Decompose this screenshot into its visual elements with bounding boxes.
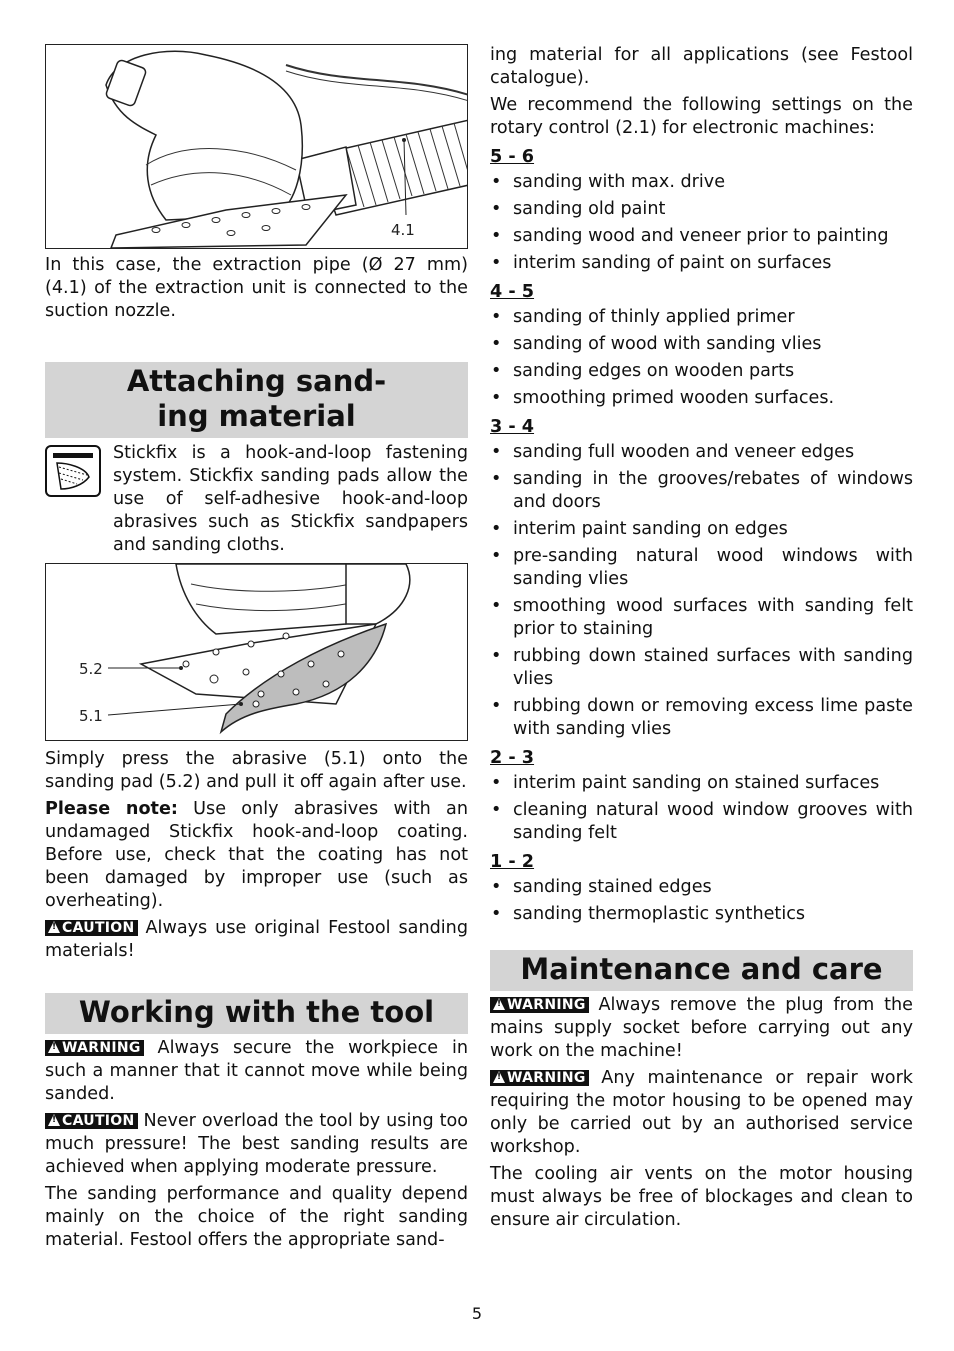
setting-items-list [490,772,913,845]
list-item: • sanding old paint [490,198,913,221]
setting-items-list [490,171,913,275]
setting-range-title: 1 - 2 [490,852,535,872]
caution-badge [45,920,138,936]
list-item: • sanding in the grooves/rebates of windows and doors [490,468,913,514]
list-item: • sanding full wooden and veneer edges [490,441,913,464]
setting-range-title: 4 - 5 [490,282,535,302]
paragraph-press-abrasive: Simply press the abrasive (5.1) onto the sanding pad (5.2) and pull it off again after use. [45,749,468,792]
callout-5-1: 5.1 [79,707,103,725]
warning-badge [45,1040,144,1056]
caution-label: CAUTION [62,1113,135,1129]
heading-attaching-line1: Attaching sand- [126,364,387,398]
list-item: • rubbing down or removing excess lime paste with sanding vlies [490,695,913,741]
list-item: • interim sanding of paint on surfaces [490,252,913,275]
warning-triangle-icon [493,998,505,1010]
please-note-text: Use only abrasives with an undamaged Stickfix hook-and-loop coating. Before use, check that the coating has not been damaged by improper use (such as overheating). [45,799,468,911]
list-item: • smoothing primed wooden surfaces. [490,387,913,410]
left-column [45,44,468,1256]
right-column [490,44,913,1236]
paragraph-please-note [45,798,468,913]
section-heading-working: Working with the tool [45,993,468,1034]
warning-triangle-icon [48,921,60,933]
figure-extraction-pipe [45,44,468,249]
warning-label: WARNING [62,1040,141,1056]
paragraph-warning-secure [45,1037,468,1106]
warning-text: Always secure the workpiece in such a manner that it cannot move while being sanded. [45,1038,468,1104]
paragraph-warning-maintenance [490,1067,913,1159]
warning-badge [490,1070,589,1086]
caution-text: Always use original Festool sanding materials! [45,918,468,961]
paragraph-performance: The sanding performance and quality depend mainly on the choice of the right sanding material. Festool offers the appropriate sand- [45,1184,468,1250]
callout-4-1: 4.1 [391,221,415,239]
caution-label: CAUTION [62,920,135,936]
stickfix-pad-icon [45,445,101,497]
sander-with-hose-illustration [46,45,468,248]
paragraph-extraction: In this case, the extraction pipe (Ø 27 mm) (4.1) of the extraction unit is connected to the suction nozzle. [45,255,468,321]
paragraph-cooling-vents: The cooling air vents on the motor housing must always be free of blockages and clean to ensure air circulation. [490,1164,913,1230]
warning-triangle-icon [493,1071,505,1083]
paragraph-warning-plug [490,994,913,1063]
list-item: • interim paint sanding on edges [490,518,913,541]
list-item: • cleaning natural wood window grooves with sanding felt [490,799,913,845]
setting-range-title: 3 - 4 [490,417,535,437]
setting-range-title: 2 - 3 [490,748,535,768]
list-item: • rubbing down stained surfaces with sanding vlies [490,645,913,691]
callout-5-2: 5.2 [79,660,103,678]
paragraph-caution-overload [45,1110,468,1179]
warning-text: Any maintenance or repair work requiring the motor housing to be opened may only be carried out by an authorised service workshop. [490,1068,913,1157]
paragraph-caution-original [45,917,468,963]
warning-text: Always remove the plug from the mains supply socket before carrying out any work on the machine! [490,995,913,1061]
list-item: • sanding thermoplastic synthetics [490,903,913,926]
caution-text: Never overload the tool by using too much pressure! The best sanding results are achieved when applying moderate pressure. [45,1111,468,1177]
section-heading-attaching [45,362,468,438]
paragraph-recommend: We recommend the following settings on the rotary control (2.1) for electronic machines: [490,95,913,138]
figure-stickfix-pad [45,563,468,741]
warning-triangle-icon [48,1114,60,1126]
paragraph-stickfix: Stickfix is a hook-and-loop fastening system. Stickfix sanding pads allow the use of self-adhesive hook-and-loop abrasives such as Stickfix sandpapers and sanding cloths. [113,443,468,555]
list-item: • sanding stained edges [490,876,913,899]
warning-badge [490,997,589,1013]
list-item: • sanding of wood with sanding vlies [490,333,913,356]
list-item: • sanding with max. drive [490,171,913,194]
list-item: • pre-sanding natural wood windows with sanding vlies [490,545,913,591]
list-item: • smoothing wood surfaces with sanding felt prior to staining [490,595,913,641]
section-heading-maintenance: Maintenance and care [490,950,913,991]
stickfix-note [45,442,468,557]
list-item: • sanding of thinly applied primer [490,306,913,329]
rotary-settings-list [490,146,913,926]
warning-triangle-icon [48,1041,60,1053]
sanding-pad-illustration [46,564,468,740]
list-item: • sanding wood and veneer prior to painting [490,225,913,248]
setting-items-list [490,876,913,926]
list-item: • sanding edges on wooden parts [490,360,913,383]
page-number: 5 [471,1304,483,1323]
list-item: • interim paint sanding on stained surfaces [490,772,913,795]
warning-label: WARNING [507,1070,586,1086]
paragraph-continued: ing material for all applications (see Festool catalogue). [490,45,913,88]
heading-attaching-line2: ing material [157,399,356,433]
setting-items-list [490,306,913,410]
setting-items-list [490,441,913,741]
caution-badge [45,1113,138,1129]
setting-range-title: 5 - 6 [490,147,535,167]
warning-label: WARNING [507,997,586,1013]
please-note-label: Please note: [45,799,178,819]
